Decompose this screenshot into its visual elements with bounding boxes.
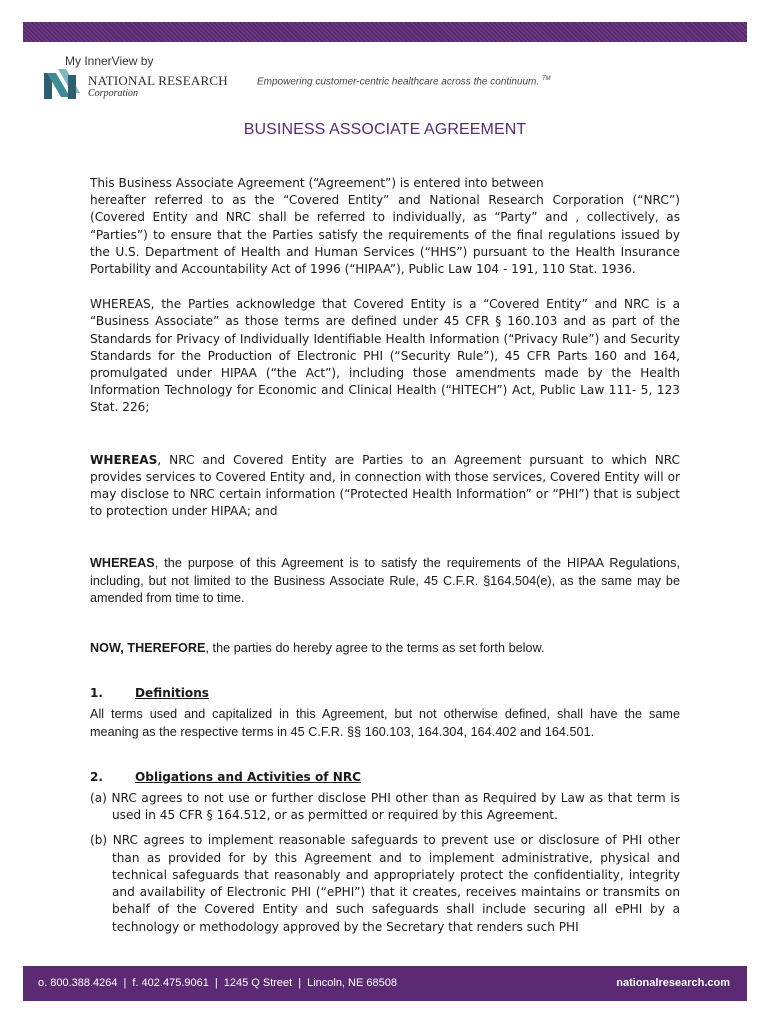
footer-website-link[interactable]: nationalresearch.com xyxy=(616,977,730,989)
trademark-mark: TM xyxy=(541,76,551,82)
footer-separator: | xyxy=(298,977,302,989)
section-1-number: 1. xyxy=(90,686,104,701)
letterhead xyxy=(44,54,734,104)
section-1-title: Definitions xyxy=(135,686,210,701)
footer-fax: f. 402.475.9061 xyxy=(132,977,209,989)
document-body xyxy=(90,175,680,936)
footer-bar xyxy=(23,966,747,1001)
section-2-number: 2. xyxy=(90,769,104,784)
footer-separator: | xyxy=(123,977,127,989)
org-suffix: Corporation xyxy=(88,88,139,99)
nrc-logo-icon xyxy=(44,69,82,101)
therefore-paragraph xyxy=(90,640,680,657)
section-2-title: Obligations and Activities of NRC xyxy=(135,769,362,784)
footer-city: Lincoln, NE 68508 xyxy=(307,977,397,989)
tagline-text: Empowering customer-centric healthcare across the continuum. xyxy=(257,76,540,88)
whereas-text-2: , NRC and Covered Entity are Parties to an Agreement pursuant to which NRC provides services to Covered Entity and, in connection with those services, Covered Entity will or may disclose to NRC certain information (“Protected Health Information” or “PHI”) that is subject to protection under HIPAA; and xyxy=(90,452,680,519)
list-item-a: (a) NRC agrees to not use or further disclose PHI other than as Required by Law as that term is used in 45 CFR § 164.512, or as permitted or required by this Agreement. xyxy=(90,791,680,823)
therefore-lead: NOW, THEREFORE xyxy=(90,641,206,656)
whereas-paragraph-1: WHEREAS, the Parties acknowledge that Covered Entity is a “Covered Entity” and NRC is a “Business Associate” as those terms are defined under 45 CFR § 160.103 and as part of the Standards for Privacy of Individually Identifiable Health Information (“Privacy Rule”) and Security Standards for the Production of Electronic PHI (“Security Rule”), 45 CFR Parts 160 and 164, promulgated under HIPAA (“the Act”), including those amendments made by the Health Information Technology for Economic and Clinical Health (“HITECH”) Act, Public Law 111- 5, 123 Stat. 226; xyxy=(90,297,680,415)
whereas-text-3: , the purpose of this Agreement is to satisfy the requirements of the HIPAA Regulations, including, but not limited to the Business Associate Rule, 45 C.F.R. §164.504(e), as the same may be amended from time to time. xyxy=(90,556,680,605)
footer-phone: o. 800.388.4264 xyxy=(38,977,118,989)
whereas-paragraph-2 xyxy=(90,452,680,521)
document-title: BUSINESS ASSOCIATE AGREEMENT xyxy=(243,121,527,138)
section-2-heading xyxy=(90,769,680,786)
whereas-lead-3: WHEREAS xyxy=(90,556,155,571)
brand-by-text: My InnerView by xyxy=(65,54,154,68)
intro-first-line: This Business Associate Agreement (“Agreement”) is entered into between xyxy=(90,176,544,190)
header-band xyxy=(23,22,747,42)
footer-separator: | xyxy=(214,977,218,989)
section-1-heading xyxy=(90,685,680,702)
tagline xyxy=(257,76,551,87)
intro-paragraph: hereafter referred to as the “Covered Entity” and National Research Corporation (“NRC”) (Covered Entity and NRC shall be referred to individually, as “Party” and , collectively, as “Parties”) to ensure that the Parties satisfy the requirements of the final regulations issued by the U.S. Department of Health and Human Services (“HHS”) pursuant to the Health Insurance Portability and Accountability Act of 1996 (“HIPAA”), Public Law 104 - 191, 110 Stat. 1936. xyxy=(90,193,680,277)
footer-contact xyxy=(38,977,397,989)
list-item-b: (b) NRC agrees to implement reasonable safeguards to prevent use or disclosure of PHI other than as provided for by this Agreement and to implement administrative, physical and technical safeguards that reasonably and appropriately protect the confidentiality, integrity and availability of Electronic PHI (“ePHI”) that it creates, receives maintains or transmits on behalf of the Covered Entity and such safeguards shall include securing all ePHI by a technology or methodology approved by the Secretary that renders such PHI xyxy=(90,833,680,934)
therefore-text: , the parties do hereby agree to the terms as set forth below. xyxy=(205,641,545,656)
whereas-paragraph-3 xyxy=(90,555,680,607)
whereas-lead-2: WHEREAS xyxy=(90,452,158,467)
org-name: NATIONAL RESEARCH xyxy=(88,73,228,88)
footer-address: 1245 Q Street xyxy=(223,977,293,989)
section-1-body: All terms used and capitalized in this Agreement, but not otherwise defined, shall have the same meaning as the respective terms in 45 C.F.R. §§ 160.103, 164.304, 164.402 and 164.501. xyxy=(90,707,680,739)
